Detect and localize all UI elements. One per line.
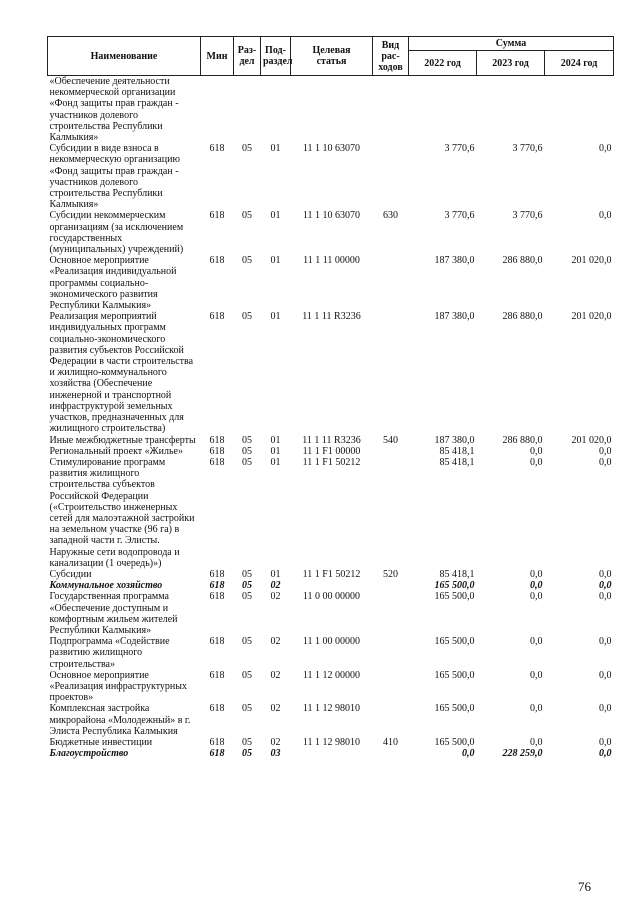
row-razdel: 05 (242, 434, 252, 446)
table-body (48, 76, 614, 760)
row-razdel: 05 (242, 591, 252, 603)
table-row (48, 311, 614, 434)
row-min: 618 (209, 445, 225, 457)
header-2023: 2023 год (477, 51, 545, 76)
table-row (48, 255, 614, 311)
row-min: 618 (209, 736, 225, 748)
header-2024: 2024 год (545, 51, 614, 76)
row-2024: 0,0 (599, 143, 612, 155)
header-target: Целевая статья (291, 37, 373, 76)
row-2023: 0,0 (530, 736, 543, 748)
header-vid: Вид рас- ходов (373, 37, 409, 76)
row-2023: 0,0 (530, 591, 543, 603)
row-2024: 201 020,0 (571, 255, 612, 267)
row-2024: 0,0 (599, 636, 612, 648)
row-min: 618 (209, 703, 225, 715)
row-target: 11 0 00 00000 (302, 591, 361, 603)
row-vid (373, 580, 409, 591)
row-2024: 201 020,0 (571, 434, 612, 446)
row-name: Основное мероприятие «Реализация инфраструктурных проектов» (49, 669, 188, 704)
row-name: Основное мероприятие «Реализация индивидуальной программы социально-экономического развития Республики Калмыкия» (49, 255, 177, 312)
row-name: Иные межбюджетные трансферты (49, 434, 196, 446)
row-target: 11 1 12 98010 (302, 736, 361, 748)
row-name: Стимулирование программ развития жилищного строительства субъектов Российской Федерации («Строительство инженерных сетей для малоэтажной застройки на земельном участке (96 га) в западной части г. Элисты. Наружные сети водопровода и канализации (1 очередь)») (49, 456, 195, 569)
row-razdel: 05 (242, 703, 252, 715)
row-target: 11 1 00 00000 (302, 636, 361, 648)
row-podrazdel: 01 (270, 311, 281, 323)
row-name: Субсидии некоммерческим организациям (за исключением государственных (муниципальных) учреждений) (49, 210, 184, 256)
row-razdel: 05 (242, 580, 252, 592)
row-vid (373, 591, 409, 636)
row-podrazdel: 01 (270, 445, 281, 457)
row-2023: 3 770,6 (512, 210, 543, 222)
row-min: 618 (209, 748, 225, 760)
row-2024: 0,0 (599, 568, 612, 580)
row-2022: 187 380,0 (434, 311, 475, 323)
row-target: 11 1 11 R3236 (302, 311, 361, 323)
row-name: Реализация мероприятий индивидуальных программ социально-экономического развития субъектов Российской Федерации в части строительства и жилищно-коммунального хозяйства (Обеспечение инженерной и транспортной инфраструктурой земельных участков, предназначенных для жилищного строительства) (49, 311, 194, 435)
row-vid (373, 446, 409, 457)
row-razdel (234, 76, 261, 144)
row-2022: 3 770,6 (444, 210, 475, 222)
row-2023: 286 880,0 (502, 434, 543, 446)
header-podrazdel: Под- раздел (261, 37, 291, 76)
row-vid: 520 (383, 568, 398, 580)
row-2023: 3 770,6 (512, 143, 543, 155)
row-name: Бюджетные инвестиции (49, 736, 153, 748)
row-min: 618 (209, 568, 225, 580)
row-vid (373, 636, 409, 670)
row-target: 11 1 11 00000 (303, 255, 360, 267)
row-2022 (409, 76, 477, 144)
table-row (48, 435, 614, 446)
row-2022: 165 500,0 (434, 736, 475, 748)
table-row (48, 210, 614, 255)
row-2024: 201 020,0 (571, 311, 612, 323)
row-podrazdel: 02 (270, 636, 281, 648)
row-min: 618 (209, 255, 225, 267)
row-name: Комплексная застройка микрорайона «Молодежный» в г. Элиста Республика Калмыкия (49, 703, 191, 737)
row-2023: 0,0 (530, 568, 543, 580)
row-podrazdel: 01 (270, 568, 281, 580)
row-min: 618 (209, 636, 225, 648)
row-target: 11 1 11 R3236 (302, 434, 361, 446)
row-razdel: 05 (242, 636, 252, 648)
row-razdel: 05 (242, 143, 252, 155)
table-row (48, 670, 614, 704)
row-2023: 0,0 (530, 703, 543, 715)
row-2022: 165 500,0 (434, 669, 475, 681)
row-2022: 85 418,1 (439, 568, 475, 580)
row-razdel: 05 (242, 456, 252, 468)
header-razdel: Раз- дел (234, 37, 261, 76)
row-2024 (545, 76, 614, 144)
row-2023: 228 259,0 (502, 748, 543, 760)
row-razdel: 05 (242, 748, 252, 760)
row-podrazdel: 02 (270, 736, 281, 748)
header-sum: Сумма (409, 37, 614, 51)
row-target (291, 76, 373, 144)
row-podrazdel: 03 (270, 748, 281, 760)
row-2023: 0,0 (530, 445, 543, 457)
table-row (48, 580, 614, 591)
row-2023 (477, 76, 545, 144)
row-2023: 286 880,0 (502, 255, 543, 267)
row-2022: 165 500,0 (434, 591, 475, 603)
row-2022: 187 380,0 (434, 255, 475, 267)
row-razdel: 05 (242, 210, 252, 222)
row-2024: 0,0 (599, 703, 612, 715)
row-target: 11 1 F1 50212 (302, 568, 361, 580)
row-2023: 0,0 (530, 456, 543, 468)
row-2024: 0,0 (599, 445, 612, 457)
row-min: 618 (209, 143, 225, 155)
row-vid (373, 311, 409, 434)
row-min: 618 (209, 591, 225, 603)
row-2022: 165 500,0 (434, 580, 475, 592)
table-row (48, 737, 614, 748)
table-header (48, 37, 614, 76)
row-2024: 0,0 (599, 456, 612, 468)
row-2022: 3 770,6 (444, 143, 475, 155)
row-razdel: 05 (242, 736, 252, 748)
row-2023: 0,0 (530, 669, 543, 681)
row-vid: 630 (383, 210, 398, 222)
row-min (201, 76, 234, 144)
row-podrazdel: 02 (270, 703, 281, 715)
row-name: Благоустройство (49, 748, 129, 760)
row-target: 11 1 12 00000 (302, 669, 361, 681)
row-podrazdel: 01 (270, 434, 281, 446)
row-target: 11 1 10 63070 (302, 210, 361, 222)
table-row (48, 636, 614, 670)
row-min: 618 (209, 311, 225, 323)
row-name: «Обеспечение деятельности некоммерческой организации «Фонд защиты прав граждан - участников долевого строительства Республики Калмыкия» (49, 76, 179, 144)
budget-table (47, 36, 614, 759)
row-target (291, 580, 373, 591)
row-target (291, 748, 373, 759)
table-row (48, 703, 614, 737)
row-2023: 0,0 (530, 636, 543, 648)
row-2023: 0,0 (530, 580, 543, 592)
row-podrazdel: 01 (270, 210, 281, 222)
row-min: 618 (209, 669, 225, 681)
header-name: Наименование (48, 37, 201, 76)
row-2022: 165 500,0 (434, 703, 475, 715)
table-row (48, 748, 614, 759)
row-2024: 0,0 (599, 748, 612, 760)
row-2024: 0,0 (599, 669, 612, 681)
row-2024: 0,0 (599, 591, 612, 603)
row-podrazdel: 02 (270, 591, 281, 603)
row-2024: 0,0 (599, 210, 612, 222)
header-2022: 2022 год (409, 51, 477, 76)
row-name: Подпрограмма «Содействие развитию жилищного строительства» (49, 636, 170, 670)
row-name: Субсидии (49, 568, 92, 580)
row-vid (373, 703, 409, 737)
row-vid: 410 (383, 736, 398, 748)
row-target: 11 1 10 63070 (302, 143, 361, 155)
row-2022: 85 418,1 (439, 456, 475, 468)
table-row (48, 457, 614, 569)
row-name: Государственная программа «Обеспечение доступным и комфортным жильем жителей Республики Калмыкия» (49, 591, 178, 636)
row-vid (373, 255, 409, 311)
table-row (48, 446, 614, 457)
table-row (48, 76, 614, 144)
header-min: Мин (201, 37, 234, 76)
row-2022: 187 380,0 (434, 434, 475, 446)
table-row (48, 591, 614, 636)
row-vid (373, 143, 409, 210)
row-razdel: 05 (242, 255, 252, 267)
row-2024: 0,0 (599, 736, 612, 748)
row-2022: 0,0 (462, 748, 475, 760)
page-number: 76 (578, 879, 591, 894)
table-row (48, 143, 614, 210)
row-razdel: 05 (242, 445, 252, 457)
row-target: 11 1 12 98010 (302, 703, 361, 715)
row-min: 618 (209, 434, 225, 446)
row-target: 11 1 F1 50212 (302, 456, 361, 468)
row-name: Коммунальное хозяйство (49, 580, 163, 592)
row-2022: 85 418,1 (439, 445, 475, 457)
row-podrazdel: 01 (270, 143, 281, 155)
row-podrazdel (261, 76, 291, 144)
row-podrazdel: 02 (270, 580, 281, 592)
row-2024: 0,0 (599, 580, 612, 592)
row-vid (373, 76, 409, 144)
table-row (48, 569, 614, 580)
row-2022: 165 500,0 (434, 636, 475, 648)
row-min: 618 (209, 580, 225, 592)
row-podrazdel: 02 (270, 669, 281, 681)
row-razdel: 05 (242, 568, 252, 580)
row-min: 618 (209, 456, 225, 468)
row-2023: 286 880,0 (502, 311, 543, 323)
row-vid: 540 (383, 434, 398, 446)
row-target: 11 1 F1 00000 (302, 445, 361, 457)
row-min: 618 (209, 210, 225, 222)
row-podrazdel: 01 (270, 456, 281, 468)
row-razdel: 05 (242, 311, 252, 323)
row-razdel: 05 (242, 669, 252, 681)
row-name: Субсидии в виде взноса в некоммерческую организацию «Фонд защиты прав граждан - участников долевого строительства Республики Калмыкия» (49, 143, 180, 211)
row-name: Региональный проект «Жилье» (49, 445, 183, 457)
row-vid (373, 457, 409, 569)
row-vid (373, 670, 409, 704)
row-vid (373, 748, 409, 759)
row-podrazdel: 01 (270, 255, 281, 267)
